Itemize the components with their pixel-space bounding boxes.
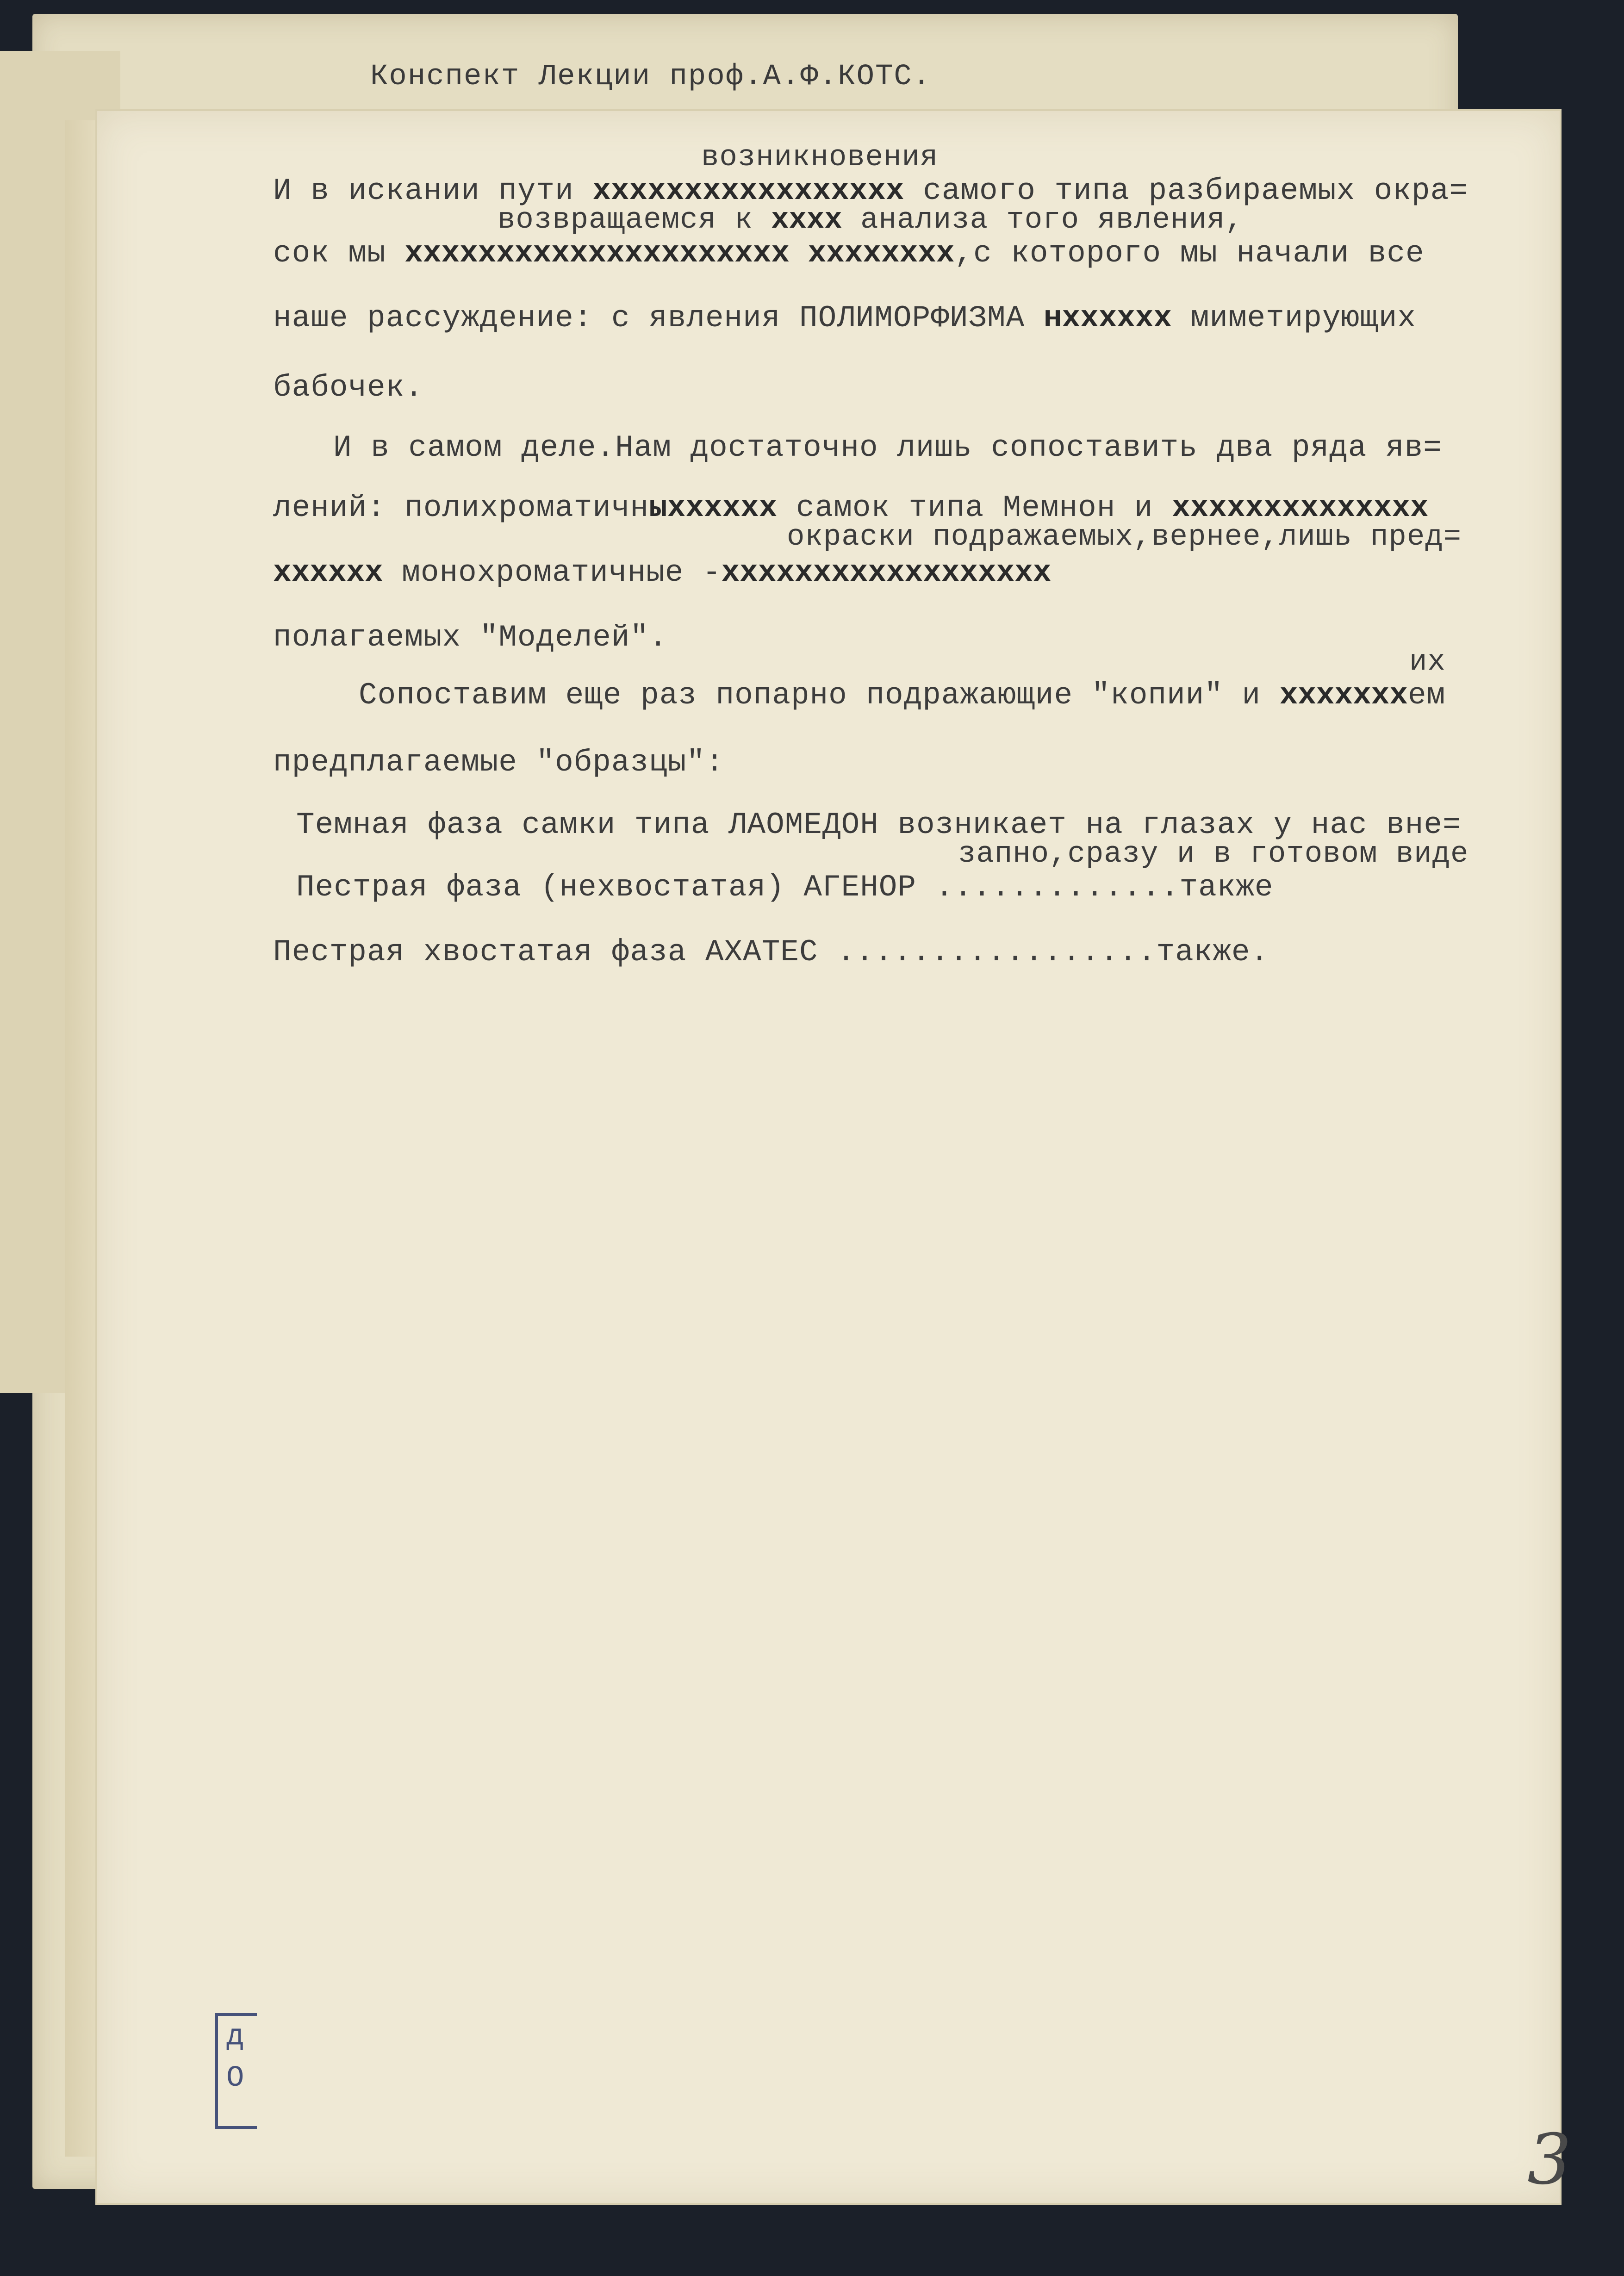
body-line-1: [273, 174, 1468, 208]
struck-text: ххххххххххххххххх: [592, 174, 904, 208]
line-tail: ,с которого мы начали все: [954, 236, 1425, 271]
body-line-5: бабочек.: [273, 370, 423, 405]
line-tail: монохроматичные -: [383, 555, 722, 590]
line-text: И в искании пути: [273, 174, 593, 208]
archive-stamp: [215, 2013, 257, 2129]
body-line-8: окраски подражаемых,вернее,лишь пред=: [787, 521, 1462, 554]
body-line-3: [273, 236, 1425, 271]
struck-text: нхххххх: [1043, 301, 1172, 336]
line-tail: самого типа разбираемых окра=: [904, 174, 1468, 208]
line-text: сок мы: [273, 236, 405, 271]
struck-text: хххххх: [273, 555, 383, 590]
body-line-11: [359, 678, 1445, 713]
body-line-4: [273, 301, 1416, 336]
body-line-13: Темная фаза самки типа ЛАОМЕДОН возникает на глазах у нас вне=: [296, 808, 1462, 842]
line-tail: миметирующих: [1172, 301, 1417, 336]
body-line-10: полагаемых "Моделей".: [273, 620, 668, 655]
stamp-line-1: д: [226, 2020, 244, 2053]
body-line-2: [498, 204, 1244, 237]
stamp-line-2: О: [226, 2062, 244, 2095]
body-line-7: [273, 491, 1429, 525]
body-line-16: Пестрая хвостатая фаза АХАТЕС .................также.: [273, 935, 1269, 970]
struck-text-2: хххххххххххххх: [1172, 491, 1429, 525]
struck-text: ххххххх: [1279, 678, 1408, 713]
line-text: Сопоставим еще раз попарно подражающие "копии" и: [359, 678, 1280, 713]
document-page: [97, 111, 1560, 2203]
struck-text-2: хххххххххххххххххх: [721, 555, 1052, 590]
faint-stamp: [1268, 1948, 1462, 1981]
line-tail: анализа того явления,: [842, 204, 1244, 237]
line-tail: самок типа Мемнон и: [777, 491, 1172, 525]
line-text: наше рассуждение: с явления ПОЛИМОРФИЗМА: [273, 301, 1044, 336]
line-text: возвращаемся к: [498, 204, 772, 237]
body-line-15: Пестрая фаза (нехвостатая) АГЕНОР .............также: [296, 870, 1274, 905]
header-line: Конспект Лекции проф.А.Ф.КОТС.: [370, 60, 932, 93]
page-number: 3: [1527, 2120, 1572, 2200]
insertion-word: возникновения: [701, 141, 939, 174]
body-line-12: предплагаемые "образцы":: [273, 745, 724, 780]
line-text: лений: полихроматичн: [273, 491, 649, 525]
line-tail: ем: [1407, 678, 1446, 713]
body-line-9: [273, 555, 1051, 590]
insertion-word-2: их: [1409, 646, 1446, 679]
struck-text: хххх: [771, 204, 842, 237]
body-line-6: И в самом деле.Нам достаточно лишь сопоставить два ряда яв=: [333, 430, 1442, 465]
struck-text: ххххххххххххххххххххх хххххххх: [404, 236, 955, 271]
struck-text: ыхххххх: [649, 491, 778, 525]
body-line-14: запно,сразу и в готовом виде: [958, 838, 1469, 871]
